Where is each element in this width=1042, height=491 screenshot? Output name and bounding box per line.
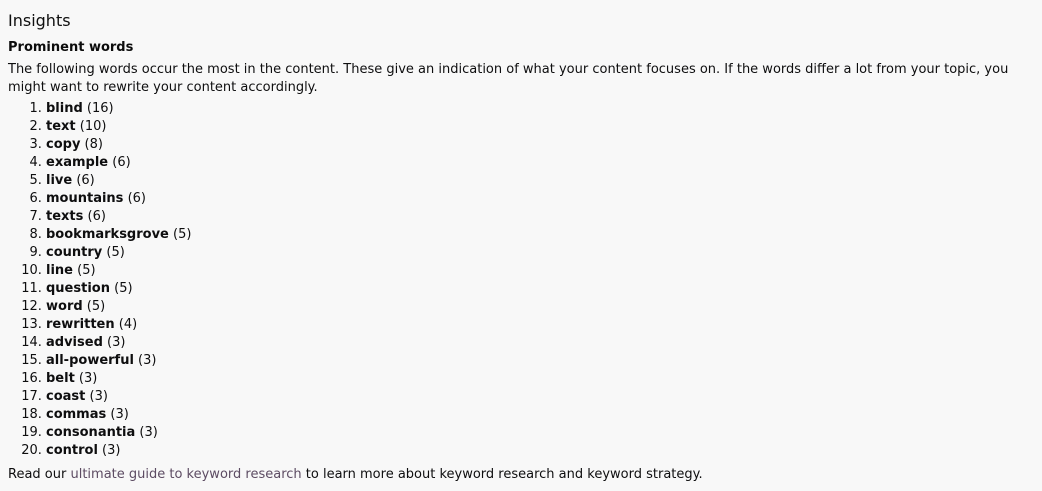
prominent-word-item: 10. line (5)	[46, 262, 1034, 280]
prominent-word-item: 14. advised (3)	[46, 334, 1034, 352]
panel-title: Insights	[8, 11, 71, 30]
prominent-word: advised	[46, 335, 103, 350]
prominent-word: all-powerful	[46, 353, 134, 368]
prominent-word-item: 11. question (5)	[46, 280, 1034, 298]
prominent-word-item: 1. blind (16)	[46, 100, 1034, 118]
prominent-word: rewritten	[46, 317, 115, 332]
prominent-word-item: 9. country (5)	[46, 244, 1034, 262]
prominent-word-item: 2. text (10)	[46, 118, 1034, 136]
prominent-word-item: 7. texts (6)	[46, 208, 1034, 226]
prominent-word-item: 4. example (6)	[46, 154, 1034, 172]
prominent-word: texts	[46, 209, 84, 224]
prominent-word-item: 6. mountains (6)	[46, 190, 1034, 208]
footer-note	[8, 466, 1034, 483]
prominent-word: coast	[46, 389, 86, 404]
prominent-word-item: 8. bookmarksgrove (5)	[46, 226, 1034, 244]
prominent-word-item: 5. live (6)	[46, 172, 1034, 190]
prominent-word-item: 19. consonantia (3)	[46, 424, 1034, 442]
footer-prefix: Read our	[8, 467, 71, 482]
footer-suffix: to learn more about keyword research and keyword strategy.	[301, 467, 703, 482]
prominent-word-item: 17. coast (3)	[46, 388, 1034, 406]
prominent-word-item: 20. control (3)	[46, 442, 1034, 460]
prominent-word: example	[46, 155, 109, 170]
prominent-words-description: The following words occur the most in the content. These give an indication of what your content focuses on. If the words differ a lot from your topic, you might want to rewrite your content accordingly.	[8, 62, 1009, 95]
prominent-word: belt	[46, 371, 75, 386]
prominent-word: consonantia	[46, 425, 136, 440]
prominent-words-list	[8, 100, 1034, 460]
prominent-word: live	[46, 173, 73, 188]
prominent-word: line	[46, 263, 73, 278]
prominent-words-heading: Prominent words	[8, 40, 134, 55]
prominent-word: blind	[46, 101, 83, 116]
prominent-word: commas	[46, 407, 107, 422]
prominent-word-item: 3. copy (8)	[46, 136, 1034, 154]
prominent-word-item: 16. belt (3)	[46, 370, 1034, 388]
prominent-word: mountains	[46, 191, 124, 206]
prominent-word-item: 18. commas (3)	[46, 406, 1034, 424]
prominent-word: control	[46, 443, 98, 458]
prominent-word-item: 12. word (5)	[46, 298, 1034, 316]
prominent-word-item: 13. rewritten (4)	[46, 316, 1034, 334]
prominent-word: bookmarksgrove	[46, 227, 169, 242]
prominent-word: country	[46, 245, 103, 260]
prominent-word: copy	[46, 137, 81, 152]
keyword-research-guide-link[interactable]: ultimate guide to keyword research	[70, 467, 302, 482]
prominent-word: text	[46, 119, 76, 134]
prominent-word-item: 15. all-powerful (3)	[46, 352, 1034, 370]
prominent-word: question	[46, 281, 110, 296]
prominent-word: word	[46, 299, 83, 314]
